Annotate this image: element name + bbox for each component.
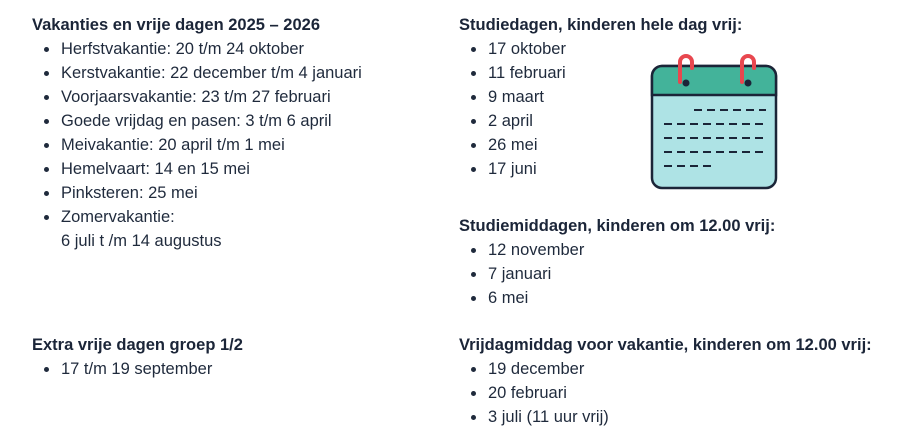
extra-list	[32, 357, 243, 381]
studiemiddagen-list	[459, 238, 775, 310]
list-item: 3 juli (11 uur vrij)	[459, 405, 872, 429]
vrijdagmiddag-section	[459, 333, 872, 429]
list-item: 12 november	[459, 238, 775, 262]
extra-section	[32, 333, 243, 381]
calendar-ring-hole-right	[745, 80, 752, 87]
list-item: Zomervakantie:	[32, 205, 362, 229]
studiemiddagen-title: Studiemiddagen, kinderen om 12.00 vrij:	[459, 217, 776, 235]
vrijdagmiddag-list	[459, 357, 872, 429]
list-item: Pinksteren: 25 mei	[32, 181, 362, 205]
list-item: 17 juni	[459, 157, 742, 181]
list-item: 17 t/m 19 september	[32, 357, 243, 381]
list-item: 9 maart	[459, 85, 742, 109]
list-item: 7 januari	[459, 262, 775, 286]
studiedagen-title: Studiedagen, kinderen hele dag vrij:	[459, 16, 743, 34]
list-item: 11 februari	[459, 61, 742, 85]
vakanties-section	[32, 13, 362, 253]
vakanties-list	[32, 37, 362, 253]
vrijdagmiddag-title: Vrijdagmiddag voor vakantie, kinderen om 12.00 vrij:	[459, 336, 872, 354]
calendar-ring-hole-left	[683, 80, 690, 87]
list-item: 20 februari	[459, 381, 872, 405]
calendar-icon	[650, 52, 778, 190]
list-item: Hemelvaart: 14 en 15 mei	[32, 157, 362, 181]
list-item: 2 april	[459, 109, 742, 133]
list-item: Goede vrijdag en pasen: 3 t/m 6 april	[32, 109, 362, 133]
studiemiddagen-section	[459, 214, 775, 310]
list-item: 6 mei	[459, 286, 775, 310]
list-item: Herfstvakantie: 20 t/m 24 oktober	[32, 37, 362, 61]
list-item: Meivakantie: 20 april t/m 1 mei	[32, 133, 362, 157]
list-item: 19 december	[459, 357, 872, 381]
list-item: Voorjaarsvakantie: 23 t/m 27 februari	[32, 85, 362, 109]
vakanties-title: Vakanties en vrije dagen 2025 – 2026	[32, 16, 321, 34]
list-item-continuation: 6 juli t /m 14 augustus	[61, 232, 222, 250]
calendar-header	[652, 66, 776, 95]
list-item: 17 oktober	[459, 37, 742, 61]
extra-title: Extra vrije dagen groep 1/2	[32, 336, 243, 354]
list-item: Kerstvakantie: 22 december t/m 4 januari	[32, 61, 362, 85]
list-item: 26 mei	[459, 133, 742, 157]
